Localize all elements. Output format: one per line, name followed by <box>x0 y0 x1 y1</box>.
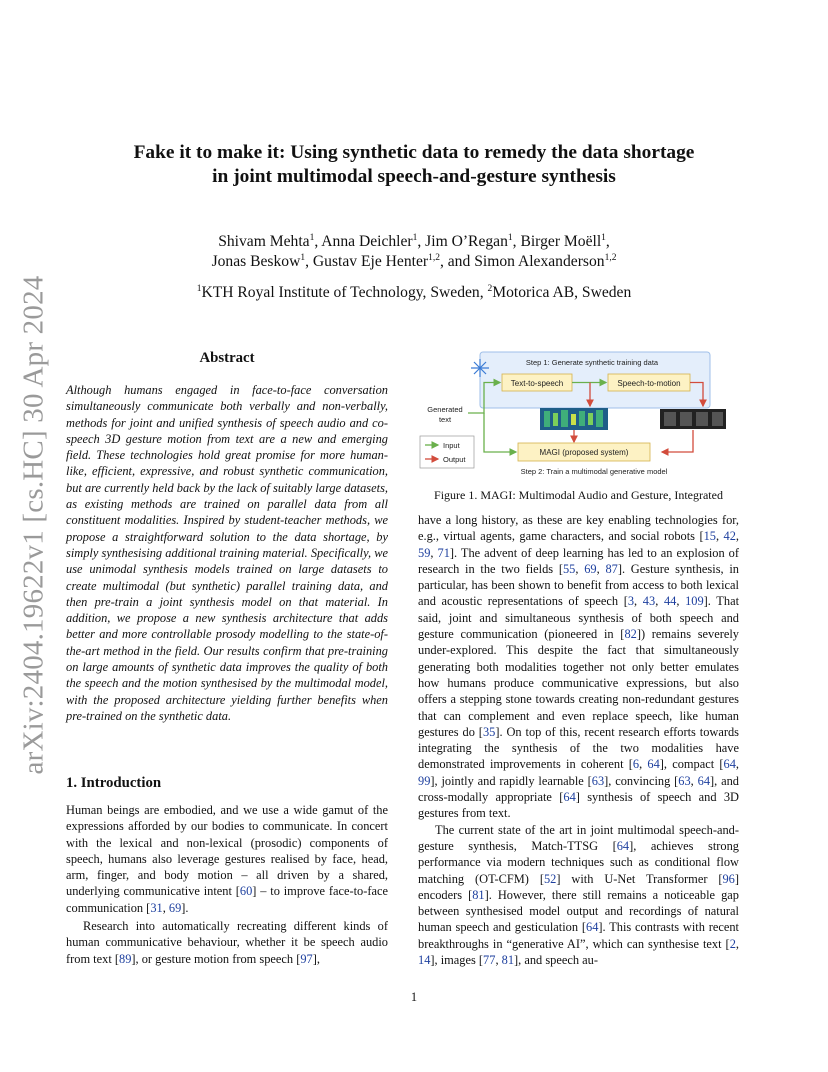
citation-link[interactable]: 64 <box>647 757 660 772</box>
citation-link[interactable]: 64 <box>697 773 711 788</box>
author-list <box>60 232 768 272</box>
citation-link[interactable]: 109 <box>685 594 704 609</box>
affiliation-motorica: Motorica AB, Sweden <box>492 284 632 301</box>
citation-link[interactable]: 64 <box>563 790 576 805</box>
citation-link[interactable]: 89 <box>119 951 132 966</box>
generated-text-label-2: text <box>438 415 452 424</box>
separator: , <box>314 233 322 250</box>
citation-link[interactable]: 60 <box>239 884 253 899</box>
author: Jim O’Regan <box>425 233 508 250</box>
section-heading-introduction: 1. Introduction <box>66 775 162 791</box>
right-column-body <box>418 512 739 968</box>
author: Anna Deichler <box>321 233 413 250</box>
paper-title <box>60 141 768 189</box>
paragraph: Research into automatically recreating different kinds of human communicative behaviour, whether it be speech audio from text [89], or gesture motion from speech [97], <box>66 919 388 966</box>
separator: , and <box>439 253 475 270</box>
citation-link[interactable]: 63 <box>678 773 691 788</box>
citation-link[interactable]: 64 <box>616 838 630 853</box>
citation-link[interactable]: 71 <box>437 545 450 560</box>
citation-link[interactable]: 52 <box>543 871 557 886</box>
author: Simon Alexanderson <box>474 253 605 270</box>
affil-mark: 2 <box>487 284 493 294</box>
affil-mark: 1 <box>412 233 418 243</box>
title-line-2: in joint multimodal speech-and-gesture synthesis <box>212 166 616 187</box>
figure-1-diagram <box>418 348 728 480</box>
arxiv-stamp <box>14 275 54 775</box>
separator: , <box>512 233 521 250</box>
magi-pipeline-diagram <box>418 348 728 480</box>
citation-link[interactable]: 99 <box>418 773 431 788</box>
page-number: 1 <box>410 990 418 1004</box>
text-to-magi-arrow <box>484 413 516 452</box>
author: Birger Moëll <box>520 233 602 250</box>
author: Jonas Beskow <box>211 253 301 270</box>
citation-link[interactable]: 64 <box>586 920 599 935</box>
paragraph: Human beings are embodied, and we use a wide gamut of the expressions afforded by our bodies to communicate. In concert with the lexical and non-lexical (prosodic) components of speech, humans also leverage gestures realised by face, head, arm, finger, and body motion – all driven by a shared, underlying communicative intent [60] – to improve face-to-face communication [31, 69]. <box>66 803 388 915</box>
tts-label: Text-to-speech <box>510 379 564 388</box>
author: Gustav Eje Henter <box>312 253 429 270</box>
step1-label: Step 1: Generate synthetic training data <box>525 358 659 367</box>
abstract-heading: Abstract <box>199 350 255 366</box>
separator: , <box>605 233 610 250</box>
affil-mark: 1,2 <box>604 253 617 263</box>
citation-link[interactable]: 6 <box>632 757 640 772</box>
affil-mark: 1 <box>300 253 306 263</box>
arxiv-identifier: arXiv:2404.19622v1 [cs.HC] 30 Apr 2024 <box>17 275 50 775</box>
citation-link[interactable]: 69 <box>168 900 182 915</box>
citation-link[interactable]: 14 <box>418 953 431 968</box>
citation-link[interactable]: 43 <box>642 594 656 609</box>
citation-link[interactable]: 87 <box>605 561 618 576</box>
author: Shivam Mehta <box>218 233 310 250</box>
citation-link[interactable]: 55 <box>562 561 576 576</box>
legend-input-label: Input <box>443 441 460 450</box>
magi-label: MAGI (proposed system) <box>539 448 629 457</box>
legend-output-label: Output <box>443 455 466 464</box>
affil-mark: 1 <box>601 233 606 243</box>
title-line-1: Fake it to make it: Using synthetic data to remedy the data shortage <box>133 142 695 163</box>
citation-link[interactable]: 44 <box>663 594 677 609</box>
citation-link[interactable]: 77 <box>483 953 496 968</box>
paragraph: have a long history, as these are key enabling technologies for, e.g., virtual agents, game characters, and social robots [15, 42, 59, 71]. The advent of deep learning has led to an explosion of research in the two fields [55, 69, 87]. Gesture synthesis, in particular, has been shown to benefit from access to both lexical and acoustic representations of speech [3, 43, 44, 109]. That said, joint and simultaneous synthesis of both speech and gesture communication (pioneered in [82]) remains severely under-explored. This despite the fact that simultaneously generating both modalities together not only better emulates how humans produce communicative expressions, but also offers a stepping stone towards creating non-redundant gestures that can complement and even replace speech, like human gestures do [35]. On top of this, recent research efforts towards integrating the synthesis of the two modalities have demonstrated improvements in coherent [6, 64], compact [64, 99], jointly and rapidly learnable [63], convincing [63, 64], and cross-modally appropriate [64] synthesis of speech and 3D gestures from text. <box>418 513 740 821</box>
citation-link[interactable]: 96 <box>722 871 735 886</box>
citation-link[interactable]: 81 <box>472 887 485 902</box>
affiliations <box>60 284 768 302</box>
paragraph: The current state of the art in joint multimodal speech-and-gesture synthesis, Match-TTSG [64], achieves strong performance via modern techniques such as conditional flow matching (OT-CFM) [52] with U-Net Transformer [96] encoders [81]. However, there still remains a noticeable gap between synthesised model output and recordings of natural human speech and gesticulation [64]. This contrasts with recent breakthroughs in “generative AI”, which can synthesise text [2, 14], images [77, 81], and speech au- <box>418 822 739 968</box>
affil-mark: 1 <box>507 233 513 243</box>
motion-filmstrip-image <box>660 409 726 429</box>
affiliation-kth: KTH Royal Institute of Technology, Sweden, <box>201 284 488 301</box>
citation-link[interactable]: 15 <box>703 529 716 544</box>
citation-link[interactable]: 63 <box>591 773 605 788</box>
citation-link[interactable]: 82 <box>624 627 637 642</box>
citation-link[interactable]: 59 <box>418 545 431 560</box>
citation-link[interactable]: 81 <box>501 953 515 968</box>
motion-to-magi-arrow <box>662 430 693 452</box>
spectrogram-image <box>540 408 608 430</box>
affil-mark: 1 <box>196 284 202 294</box>
citation-link[interactable]: 42 <box>723 529 736 544</box>
affil-mark: 1 <box>309 233 315 243</box>
step2-label: Step 2: Train a multimodal generative model <box>520 467 668 476</box>
citation-link[interactable]: 31 <box>150 900 163 915</box>
citation-link[interactable]: 35 <box>482 724 496 739</box>
citation-link[interactable]: 3 <box>627 594 635 609</box>
citation-link[interactable]: 64 <box>723 757 736 772</box>
s2m-label: Speech-to-motion <box>617 379 681 388</box>
separator: , <box>417 233 426 250</box>
citation-link[interactable]: 97 <box>300 951 313 966</box>
affil-mark: 1,2 <box>428 253 440 263</box>
generated-text-label-1: Generated <box>427 405 463 414</box>
citation-link[interactable]: 2 <box>729 936 736 951</box>
figure-caption: Figure 1. MAGI: Multimodal Audio and Gesture, Integrated <box>434 488 723 502</box>
separator: , <box>305 253 313 270</box>
abstract-text: Although humans engaged in face-to-face conversation simultaneously communicate both verbally and non-verbally, methods for joint and unified synthesis of speech audio and co-speech 3D gesture motion from text are a new and emerging field. These technologies hold great promise for more human-like, efficient, expressive, and robust synthetic communication, but are currently held back by the lack of suitably large datasets, as existing methods are trained on parallel data from all constituent modalities. Inspired by student-teacher methods, we propose a straightforward solution to the data shortage, by simply synthesising additional training material. Specifically, we use unimodal synthesis models trained on large datasets to create multimodal (but synthetic) parallel training data, and then pre-train a joint synthesis model on that material. In addition, we propose a new synthesis architecture that adds better and more controllable prosody modelling to the state-of-the-art method in the field. Our results confirm that pre-training on large amounts of synthetic data improves the quality of both the speech and the motion synthesised by the multimodal model, with the proposed architecture yielding further benefits when pre-trained on the synthetic data. <box>66 383 388 723</box>
introduction-body <box>66 802 388 967</box>
citation-link[interactable]: 69 <box>584 561 597 576</box>
